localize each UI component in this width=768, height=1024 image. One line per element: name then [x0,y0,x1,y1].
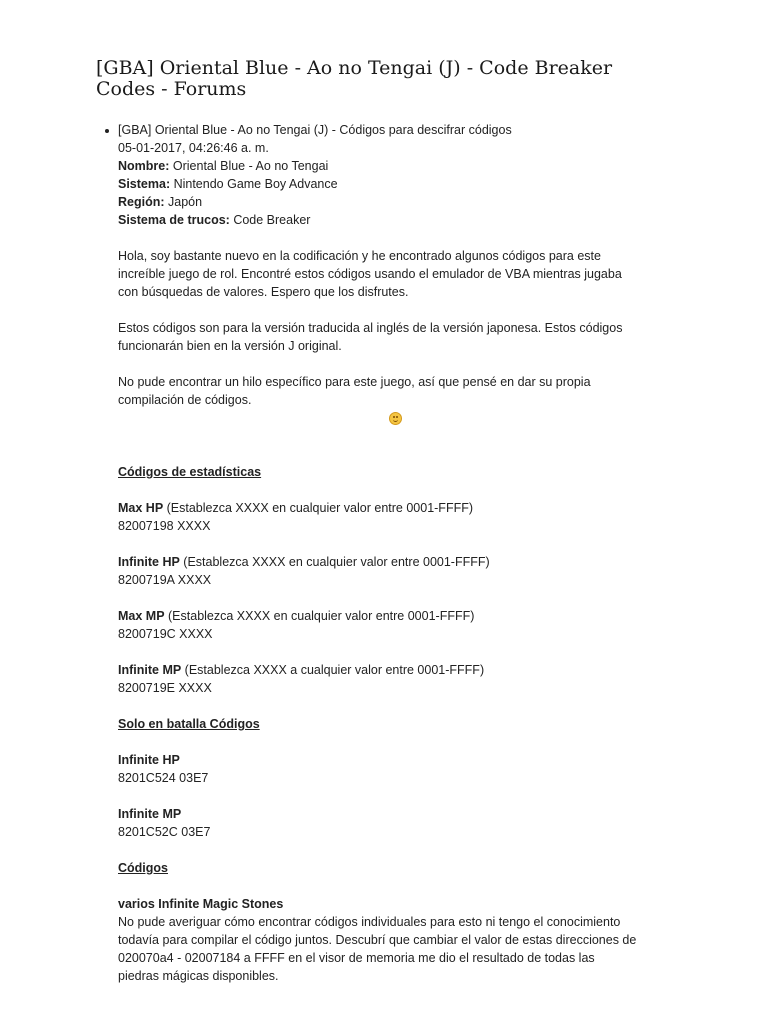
post-date: 05-01-2017, 04:26:46 a. m. [118,141,269,155]
meta-cheat-system [118,211,638,229]
intro-paragraph: Estos códigos son para la versión traducida al inglés de la versión japonesa. Estos códigos funcionarán bien en la versión J original. [118,321,623,353]
intro-paragraph: Hola, soy bastante nuevo en la codificación y he encontrado algunos códigos para este increíble juego de rol. Encontré estos códigos usando el emulador de VBA mientras jugaba con búsquedas de valores. Espero que los disfrutes. [118,249,622,299]
meta-label: Sistema de trucos: [118,213,230,227]
code-description: No pude averiguar cómo encontrar códigos individuales para esto ni tengo el conocimiento todavía para compilar el código juntos. Descubrí que cambiar el valor de estas direcciones de 020070a4 - 02007184 a FFFF en el visor de memoria me dio el resultado de todas las piedras mágicas disponibles. [118,915,637,983]
code-name: Infinite MP [118,663,182,677]
list-bullet [105,129,109,133]
code-title [118,499,638,517]
code-name: Infinite HP [118,555,180,569]
meta-label: Nombre: [118,159,170,173]
section-heading-codes: Códigos [118,861,168,875]
meta-name [118,157,638,175]
section-heading-battle: Solo en batalla Códigos [118,717,260,731]
intro-paragraph: No pude encontrar un hilo específico para este juego, así que pensé en dar su propia compilación de códigos. [118,375,591,407]
code-desc: (Establezca XXXX a cualquier valor entre 0001-FFFF) [181,663,485,677]
meta-system [118,175,638,193]
code-title [118,895,638,913]
forum-post [118,121,638,985]
meta-label: Región: [118,195,165,209]
code-value: 8200719E XXXX [118,681,212,695]
page-title: [GBA] Oriental Blue - Ao no Tengai (J) - Code Breaker Codes - Forums [96,57,613,100]
code-value: 8201C524 03E7 [118,771,209,785]
code-desc: (Establezca XXXX en cualquier valor entre 0001-FFFF) [164,609,475,623]
meta-value: Nintendo Game Boy Advance [170,177,338,191]
smile-emoji-icon [389,412,402,425]
code-name: Infinite HP [118,753,180,767]
meta-value: Oriental Blue - Ao no Tengai [169,159,329,173]
code-value: 8200719A XXXX [118,573,212,587]
meta-label: Sistema: [118,177,171,191]
code-name: varios Infinite Magic Stones [118,897,284,911]
meta-value: Code Breaker [229,213,311,227]
code-title [118,607,638,625]
code-value: 8200719C XXXX [118,627,213,641]
post-heading: [GBA] Oriental Blue - Ao no Tengai (J) - Códigos para descifrar códigos [118,123,512,137]
code-title [118,553,638,571]
code-name: Max MP [118,609,165,623]
code-title [118,751,638,769]
code-value: 8201C52C 03E7 [118,825,211,839]
code-name: Max HP [118,501,164,515]
code-value: 82007198 XXXX [118,519,211,533]
code-name: Infinite MP [118,807,182,821]
code-desc: (Establezca XXXX en cualquier valor entre 0001-FFFF) [163,501,474,515]
code-title [118,805,638,823]
code-title [118,661,638,679]
meta-region [118,193,638,211]
code-desc: (Establezca XXXX en cualquier valor entre 0001-FFFF) [179,555,490,569]
section-heading-stats: Códigos de estadísticas [118,465,262,479]
meta-value: Japón [164,195,203,209]
